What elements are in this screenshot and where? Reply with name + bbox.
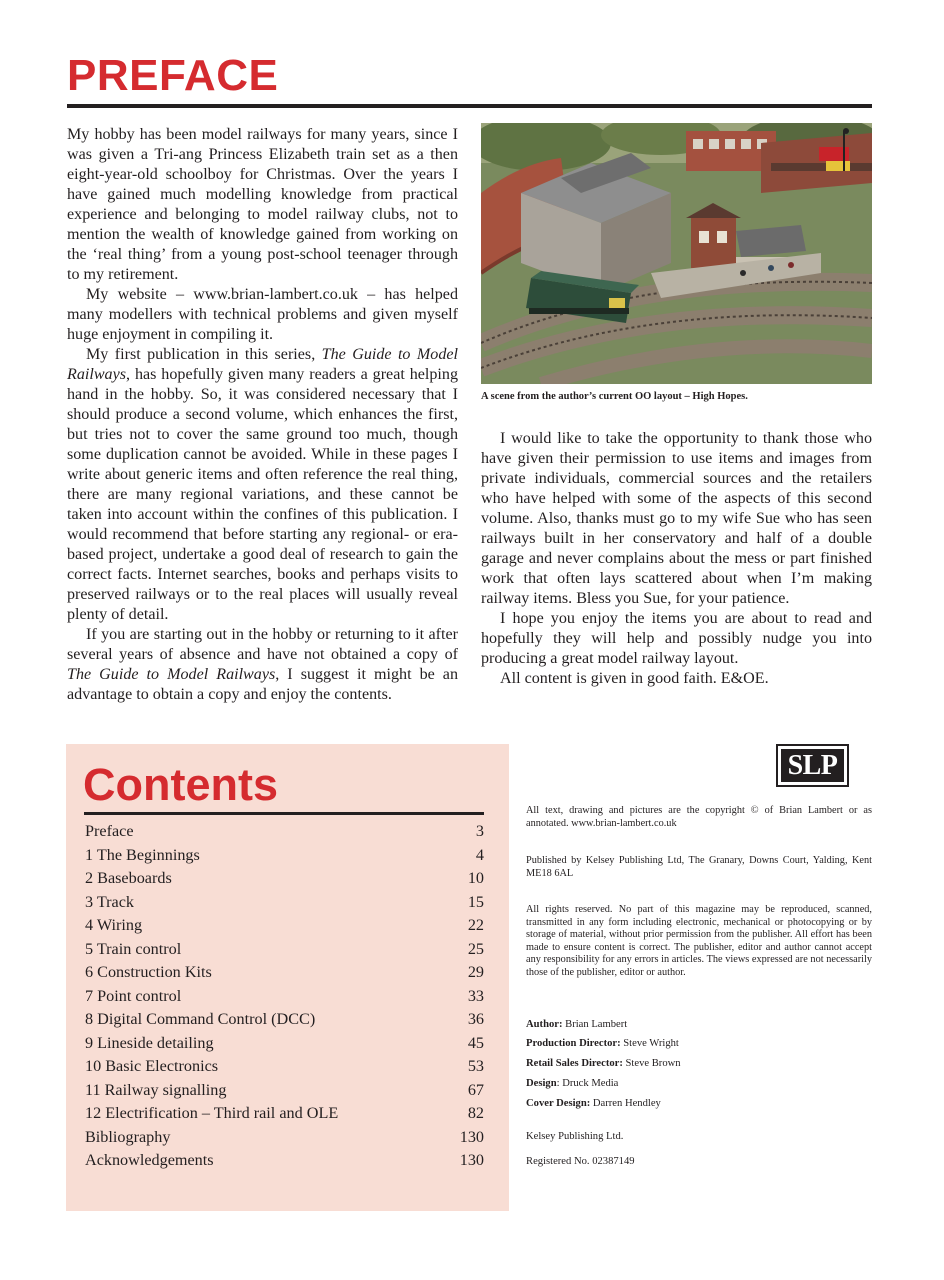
toc-entry[interactable] bbox=[85, 938, 484, 962]
toc-page-number: 36 bbox=[467, 1010, 484, 1028]
toc-entry[interactable] bbox=[85, 1079, 484, 1103]
toc-entry-title: 12 Electrification – Third rail and OLE bbox=[85, 1104, 339, 1122]
toc-entry-title: Acknowledgements bbox=[85, 1151, 214, 1169]
preface-divider bbox=[67, 104, 872, 108]
toc-page-number: 4 bbox=[475, 845, 484, 864]
credit-author bbox=[526, 1018, 872, 1032]
toc-entry-title: 10 Basic Electronics bbox=[85, 1057, 219, 1075]
company-name: Kelsey Publishing Ltd. bbox=[526, 1131, 624, 1142]
toc-entry-title: 3 Track bbox=[85, 892, 135, 911]
preface-paragraph-3 bbox=[67, 345, 458, 625]
toc-entry[interactable] bbox=[85, 1008, 484, 1032]
credit-name: : Druck Media bbox=[556, 1078, 619, 1089]
preface-paragraph-3-start: My first publication in this series, bbox=[86, 346, 322, 363]
preface-right-column bbox=[481, 429, 872, 689]
preface-paragraph-3-end: , has hopefully given many readers a great helping hand in the hobby. So, it was considered necessary that I should produce a second volume, which enhances the first, but tries not to cover the same ground too much, though some duplication cannot be avoided. While in these pages I write about generic items and often reference the real thing, there are many regional variations, and these cannot be taken into account within the confines of this publication. I would recommend that before starting any regional- or era-based project, undertake a good deal of research to gain the correct facts. Internet searches, books and perhaps visits to preserved railways or to the real places will usually reveal plenty of detail. bbox=[67, 366, 458, 623]
toc-page-number: 25 bbox=[467, 939, 484, 958]
toc-entry[interactable] bbox=[85, 1102, 484, 1126]
registered-number: Registered No. 02387149 bbox=[526, 1156, 635, 1167]
toc-entry[interactable] bbox=[85, 1126, 484, 1150]
preface-paragraph-2: My website – www.brian-lambert.co.uk – has helped many modellers with technical problems and given myself huge enjoyment in compiling it. bbox=[67, 286, 458, 343]
toc-page-number: 45 bbox=[467, 1033, 484, 1052]
contents-title: Contents bbox=[83, 759, 278, 810]
toc-entry-title: Preface bbox=[85, 822, 134, 840]
toc-entry[interactable] bbox=[85, 961, 484, 985]
contents-divider bbox=[84, 812, 484, 815]
toc-page-number: 15 bbox=[467, 892, 484, 911]
preface-paragraph-6: I hope you enjoy the items you are about to read and hopefully they will help and possibly nudge you into producing a great model railway layout. bbox=[481, 610, 872, 667]
credit-role: Production Director: bbox=[526, 1038, 621, 1049]
toc-page-number: 29 bbox=[467, 963, 484, 981]
toc-page-number: 10 bbox=[467, 869, 484, 887]
toc-page-number: 3 bbox=[475, 822, 484, 840]
toc-page-number: 22 bbox=[467, 916, 484, 934]
credit-design bbox=[526, 1077, 872, 1091]
toc-entry[interactable] bbox=[85, 844, 484, 868]
preface-paragraph-7: All content is given in good faith. E&OE. bbox=[500, 670, 769, 687]
credit-role: Retail Sales Director: bbox=[526, 1058, 623, 1069]
toc-entry[interactable] bbox=[85, 914, 484, 938]
credit-retail-sales-director bbox=[526, 1057, 872, 1071]
credit-role: Design bbox=[526, 1078, 557, 1089]
toc-page-number: 33 bbox=[467, 986, 484, 1005]
preface-paragraph-4-end: , I suggest it might be an advantage to obtain a copy and enjoy the contents. bbox=[67, 666, 458, 703]
book-title: The Guide to Model Railways bbox=[67, 666, 276, 683]
toc-entry-title: 11 Railway signalling bbox=[85, 1080, 227, 1099]
preface-paragraph-4 bbox=[67, 625, 458, 705]
toc-entry[interactable] bbox=[85, 820, 484, 844]
toc-entry[interactable] bbox=[85, 1149, 484, 1173]
toc-entry-title: 9 Lineside detailing bbox=[85, 1033, 214, 1052]
publisher-logo bbox=[776, 744, 849, 787]
rights-notice: All rights reserved. No part of this magazine may be reproduced, scanned, transmitted in any form including electronic, mechanical or photocopying or by storage of material, without prior permission from the publisher. All effort has been made to ensure content is correct. The publisher, editor and author cannot accept any responsibility for any errors in articles. The views expressed are not necessarily those of the publisher, editor or author. bbox=[526, 904, 872, 978]
credit-name: Darren Hendley bbox=[590, 1098, 661, 1109]
copyright-notice: All text, drawing and pictures are the copyright © of Brian Lambert or as annotated. www.brian-lambert.co.uk bbox=[526, 805, 872, 829]
credit-cover-design bbox=[526, 1097, 872, 1111]
toc-page-number: 130 bbox=[459, 1127, 484, 1146]
preface-paragraph-5: I would like to take the opportunity to thank those who have given their permission to use items and images from private individuals, commercial sources and the retailers who have helped with some of the aspects of this second volume. Also, thanks must go to my wife Sue who has seen railways built in her conservatory and half of a double garage and never complains about the mess or part finished work that often lays scattered about when I’m making railway items. Bless you Sue, for your patience. bbox=[481, 430, 872, 607]
toc-entry[interactable] bbox=[85, 867, 484, 891]
credit-name: Brian Lambert bbox=[562, 1019, 628, 1030]
preface-left-column bbox=[67, 125, 458, 705]
credit-name: Steve Brown bbox=[622, 1058, 681, 1069]
publisher-address: Published by Kelsey Publishing Ltd, The Granary, Downs Court, Yalding, Kent ME18 6AL bbox=[526, 855, 872, 879]
toc-entry-title: 5 Train control bbox=[85, 939, 182, 958]
toc-page-number: 130 bbox=[459, 1151, 484, 1169]
publisher-logo-text: SLP bbox=[781, 749, 844, 782]
toc-entry-title: 6 Construction Kits bbox=[85, 963, 212, 981]
toc-entry-title: Bibliography bbox=[85, 1127, 171, 1146]
toc-entry-title: 1 The Beginnings bbox=[85, 845, 200, 864]
layout-photo bbox=[481, 123, 872, 384]
toc-entry-title: 4 Wiring bbox=[85, 916, 143, 934]
photo-caption: A scene from the author’s current OO layout – High Hopes. bbox=[481, 391, 748, 402]
book-title: The Guide to Model Railways bbox=[67, 346, 458, 383]
toc-page-number: 67 bbox=[467, 1080, 484, 1099]
toc-entry[interactable] bbox=[85, 985, 484, 1009]
preface-paragraph-4-start: If you are starting out in the hobby or returning to it after several years of absence and have not obtained a copy of bbox=[67, 626, 458, 663]
credit-name: Steve Wright bbox=[620, 1038, 679, 1049]
table-of-contents bbox=[85, 820, 484, 1173]
toc-page-number: 82 bbox=[467, 1104, 484, 1122]
preface-title: PREFACE bbox=[67, 51, 279, 100]
credit-role: Author: bbox=[526, 1019, 563, 1030]
toc-entry-title: 2 Baseboards bbox=[85, 869, 172, 887]
toc-entry[interactable] bbox=[85, 1032, 484, 1056]
toc-entry-title: 8 Digital Command Control (DCC) bbox=[85, 1010, 316, 1028]
toc-entry[interactable] bbox=[85, 891, 484, 915]
toc-page-number: 53 bbox=[467, 1057, 484, 1075]
credit-role: Cover Design: bbox=[526, 1098, 591, 1109]
toc-entry[interactable] bbox=[85, 1055, 484, 1079]
toc-entry-title: 7 Point control bbox=[85, 986, 182, 1005]
credit-production-director bbox=[526, 1037, 872, 1051]
preface-paragraph-1: My hobby has been model railways for many years, since I was given a Tri-ang Princess Elizabeth train set as a then eight-year-old schoolboy for Christmas. Over the years I have gained much modelling knowledge from practical experience and belonging to model railway clubs, not to mention the wealth of knowledge gained from working on the ‘real thing’ from a young post-school teenager through to my retirement. bbox=[67, 126, 458, 283]
